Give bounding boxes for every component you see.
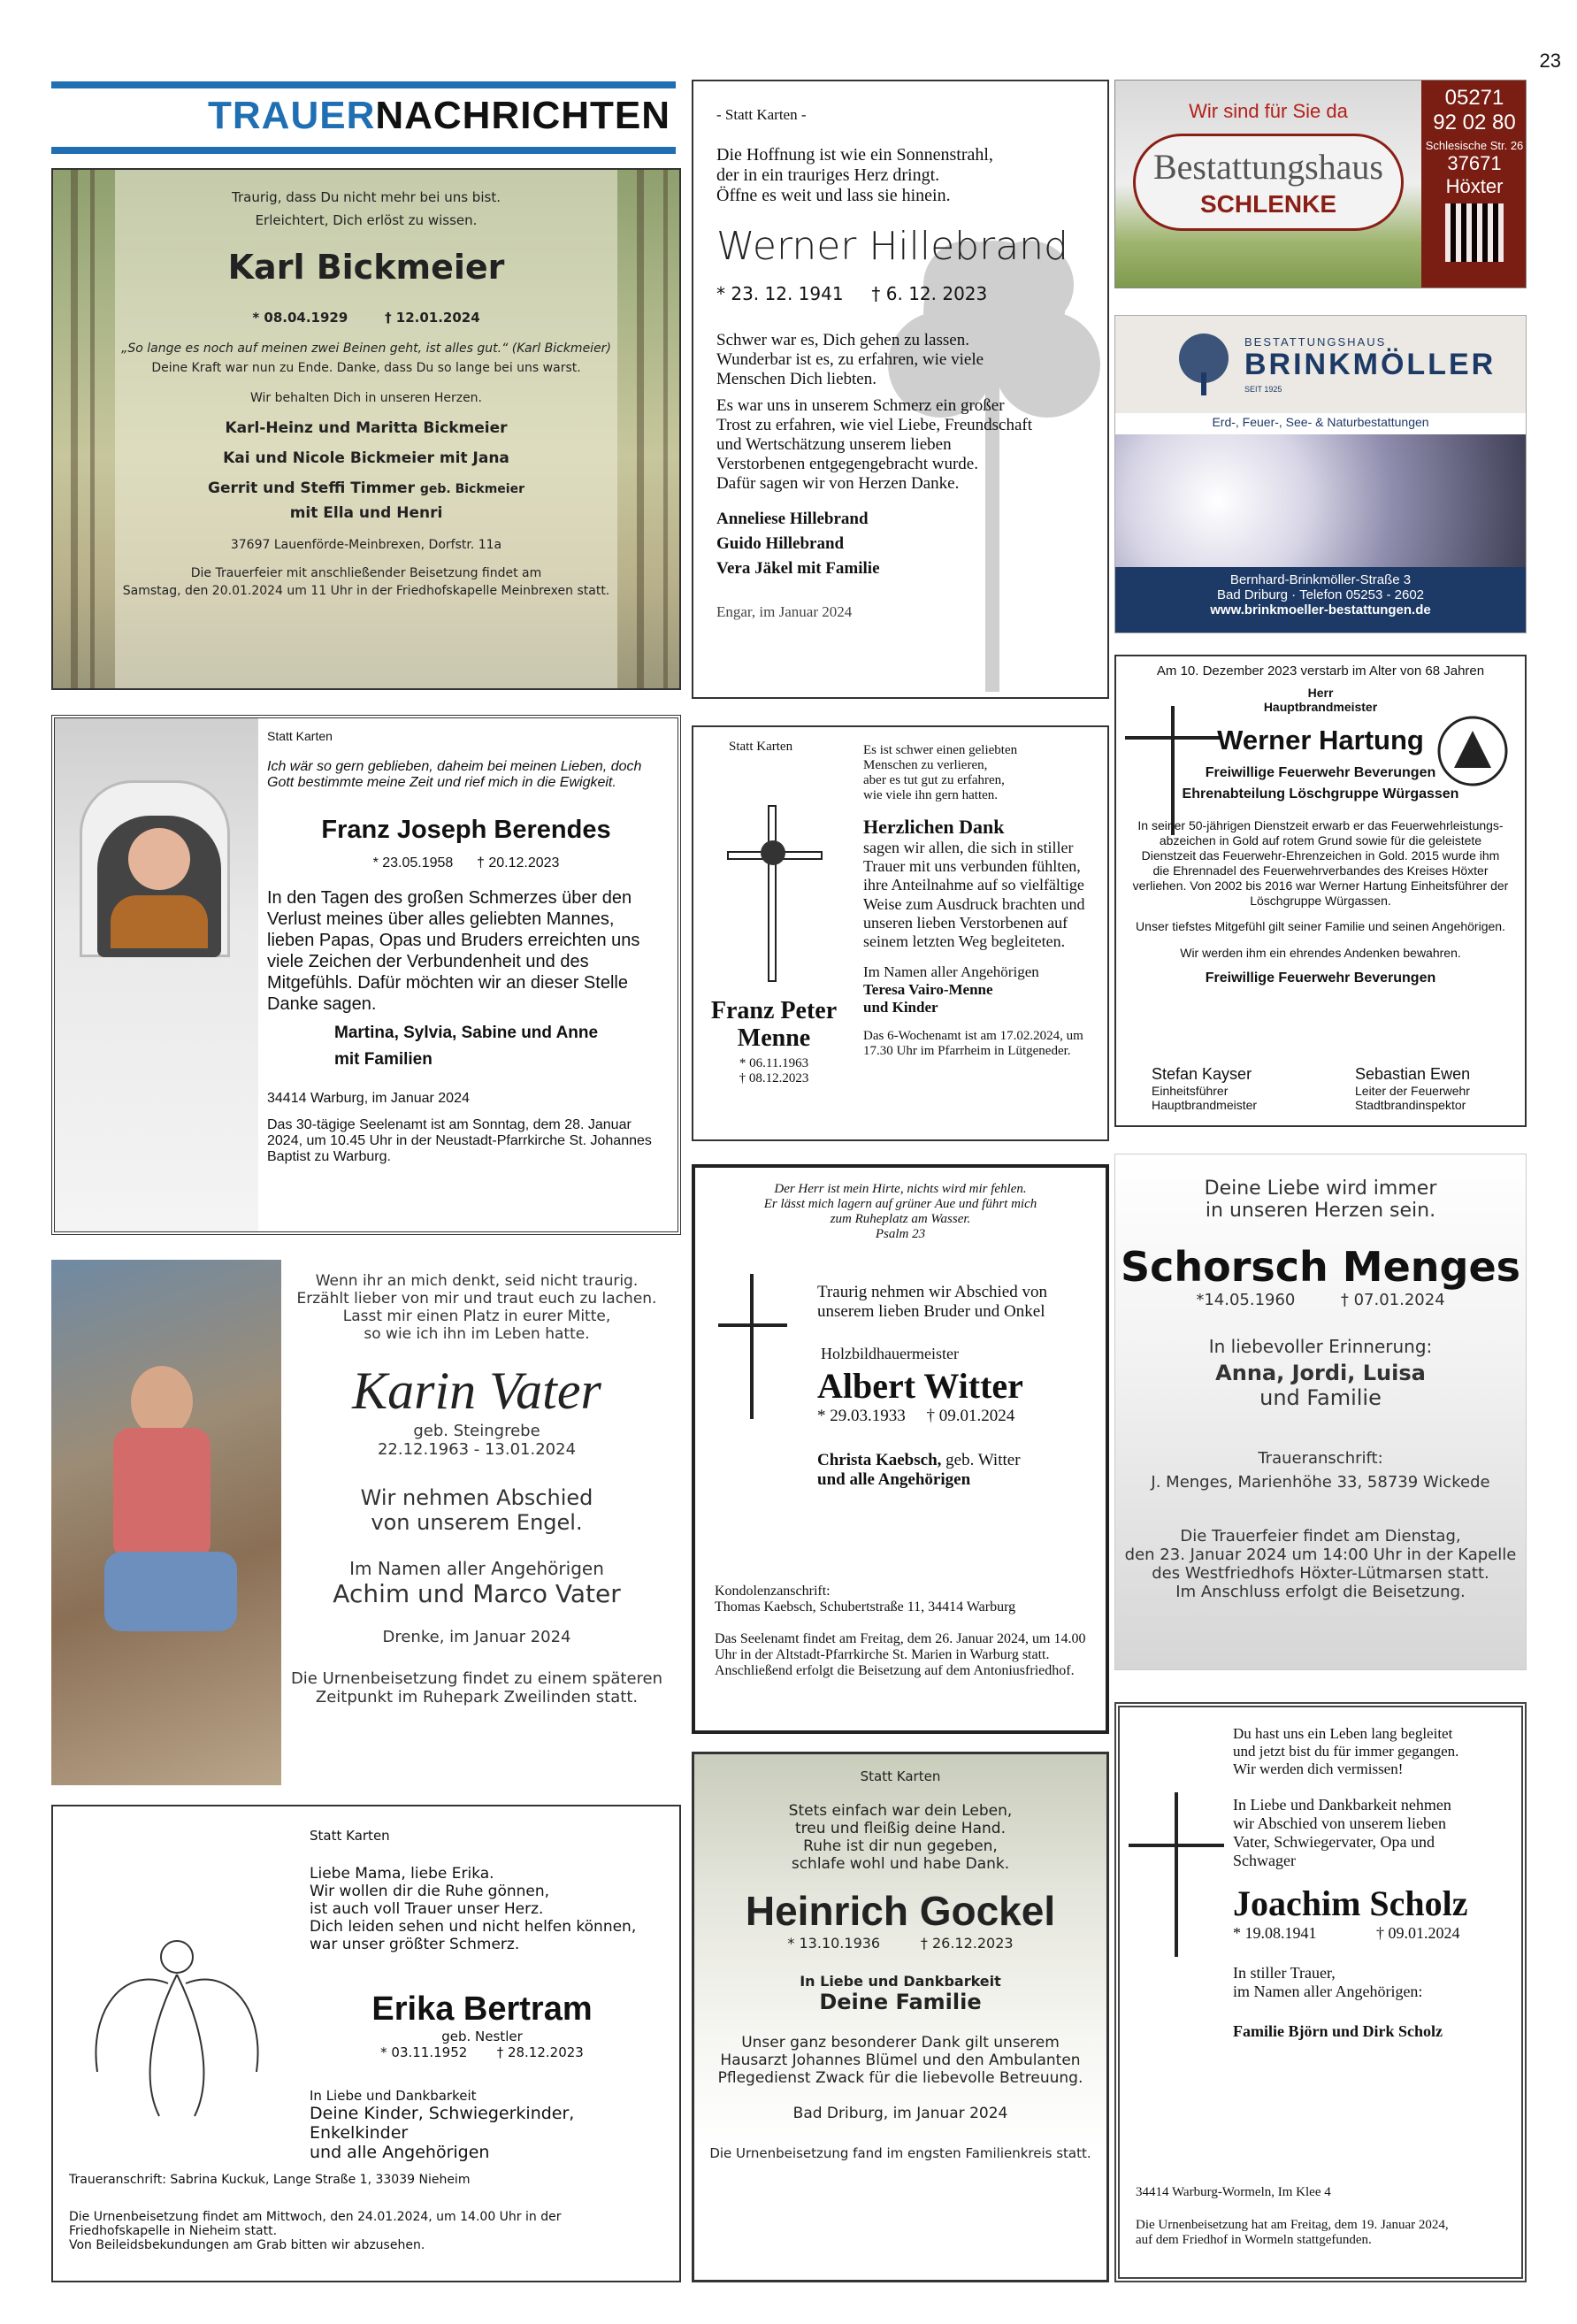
family-line: Karl-Heinz und Maritta Bickmeier (225, 419, 508, 437)
place-date: Drenke, im Januar 2024 (382, 1628, 571, 1646)
deceased-name: Joachim Scholz (1233, 1883, 1468, 1923)
place-date: Engar, im Januar 2024 (716, 603, 853, 620)
text-line: Unser ganz besonderer Dank gilt unserem (741, 2034, 1060, 2052)
deceased-name: Erika Bertram (371, 1990, 593, 2028)
signature-role: Leiter der Feuerwehr (1355, 1084, 1470, 1098)
text-line: Deine Kraft war nun zu Ende. Danke, dass Du so lange bei uns warst. (151, 361, 581, 375)
header-bar-bottom (51, 147, 676, 154)
signature-line: Im Namen aller Angehörigen (349, 1558, 604, 1579)
family-line: Deine Kinder, Schwiegerkinder, Enkelkinder (310, 2104, 575, 2143)
signature-line: In stiller Trauer, (1233, 1964, 1336, 1982)
place-date: Bad Driburg, im Januar 2024 (792, 2105, 1008, 2122)
poem-line: Wir wollen dir die Ruhe gönnen, (310, 1883, 550, 1900)
birth-date: * 08.04.1929 (252, 310, 348, 326)
thanks: In Liebe und Dankbarkeit (310, 2088, 477, 2104)
text-line: Pflegedienst Zwack für die liebevolle Betreuung. (717, 2069, 1083, 2087)
life-dates (694, 1935, 1106, 1952)
signature-name: Sebastian Ewen (1355, 1065, 1471, 1083)
header-bar-top (51, 81, 676, 88)
quote-line: aber es tut gut zu erfahren, (863, 773, 1005, 787)
text-line: Menschen Dich liebten. (716, 370, 877, 388)
obituary-vater (51, 1260, 681, 1785)
poem-line: Lasst mir einen Platz in eurer Mitte, (342, 1308, 611, 1325)
signature-line: im Namen aller Angehörigen: (1233, 1983, 1423, 2000)
service-info: Die Trauerfeier findet am Dienstag, (1180, 1527, 1461, 1545)
memory: Wir werden ihm ein ehrendes Andenken bewahren. (1180, 946, 1461, 961)
ad-phone: 05271 (1444, 86, 1504, 110)
text-line: Dafür sagen wir von Herzen Danke. (716, 474, 960, 493)
family-name: Gerrit und Steffi Timmer (208, 479, 415, 497)
birth-date: * 13.10.1936 (787, 1935, 881, 1952)
death-date: † 28.12.2023 (496, 2044, 584, 2060)
signature-role: Einheitsführer (1152, 1084, 1229, 1098)
poem-line: treu und fleißig deine Hand. (795, 1820, 1006, 1837)
signature-line: Im Namen aller Angehörigen (863, 963, 1039, 981)
service-info: des Westfriedhofs Höxter-Lütmarsen statt. (1152, 1564, 1489, 1583)
birth-date: * 06.11.1963 (739, 1056, 809, 1070)
life-dates (716, 283, 1090, 304)
ad-phone: 92 02 80 (1433, 111, 1516, 134)
signature-role: Hauptbrandmeister (1152, 1098, 1258, 1112)
intro-line: In Liebe und Dankbarkeit nehmen (1233, 1796, 1451, 1814)
service-info: Das 30-tägige Seelenamt ist am Sonntag, dem 28. Januar 2024, um 10.45 Uhr in der Neustadt-Pfarrkirche St. Johannes Baptist zu Warburg. (267, 1117, 652, 1164)
rose-icon (761, 840, 785, 865)
cross-icon (1175, 1792, 1178, 1957)
intro-line: Traurig, dass Du nicht mehr bei uns bist. (232, 189, 501, 205)
ad-small: BESTATTUNGSHAUS (1244, 335, 1387, 349)
ad-zip: 37671 (1447, 152, 1502, 174)
birth-date: * 29.03.1933 (817, 1407, 906, 1425)
maiden-name: geb. Witter (945, 1451, 1021, 1469)
family-line: Vera Jäkel mit Familie (716, 559, 880, 578)
birth-date: *14.05.1960 (1196, 1291, 1296, 1309)
poem-line: Ruhe ist dir nun gegeben, (803, 1837, 998, 1855)
text-paragraph: In seiner 50-jährigen Dienstzeit erwarb er das Feuerwehrleistungs-abzeichen in Gold auf rotem Grund sowie für die geleistete Dienstzeit das Feuerwehr-Ehrenzeichen in Gold. 2015 wurde ihm die Ehrennadel des Feuerwehrverbandes des Kreises Höxter verliehen. Von 2002 bis 2016 war Werner Hartung Einheitsführer der Löschgruppe Würgassen. (1132, 818, 1509, 909)
death-date: † 09.01.2024 (926, 1407, 1015, 1425)
psalm-line: Er lässt mich lagern auf grüner Aue und führt mich (763, 1197, 1037, 1211)
memory-line: In liebevoller Erinnerung: (1208, 1336, 1433, 1357)
poem-line: Deine Liebe wird immer (1204, 1177, 1437, 1200)
life-dates (267, 855, 665, 871)
condolence-label: Kondolenzanschrift: (715, 1584, 831, 1599)
obituary-hartung (1114, 655, 1527, 1127)
poem-line: schlafe wohl und habe Dank. (791, 1855, 1010, 1873)
death-date: † 07.01.2024 (1340, 1291, 1445, 1309)
poem-line: in unseren Herzen sein. (1205, 1200, 1436, 1222)
deceased-name: Menne (737, 1024, 811, 1052)
ad-city-phone: Bad Driburg · Telefon 05253 - 2602 (1216, 587, 1425, 602)
title-part-nachrichten: NACHRICHTEN (375, 94, 670, 137)
family-name: Christa Kaebsch, (817, 1451, 942, 1469)
text-line: Es war uns in unserem Schmerz ein großer (716, 396, 1005, 415)
family-line (817, 1451, 1097, 1470)
quote: „So lange es noch auf meinen zwei Beinen geht, ist alles gut.“ (Karl Bickmeier) (121, 341, 611, 356)
portrait-photo (97, 816, 221, 957)
family-line: Kai und Nicole Bickmeier mit Jana (223, 449, 509, 467)
maiden-name: geb. Bickmeier (419, 482, 524, 496)
organization: Freiwillige Feuerwehr Beverungen (1205, 970, 1436, 986)
address: Traueranschrift: Sabrina Kuckuk, Lange Straße 1, 33039 Nieheim (69, 2173, 471, 2187)
thanks: In Liebe und Dankbarkeit (800, 1973, 1001, 1990)
text-paragraph: In den Tagen des großen Schmerzes über den Verlust meines über alles geliebten Mannes, lieben Papas, Opas und Bruders erreichten uns viele Zeichen der Verbundenheit und des Mitgefühls. Dafür möchten wir an dieser Stelle Danke sagen. (267, 888, 640, 1014)
obituary-bertram (51, 1805, 681, 2282)
tree-logo-icon (1168, 328, 1239, 399)
poem-line: Öffne es weit und lass sie hinein. (716, 186, 951, 205)
section-title (208, 94, 670, 138)
text-line: Hausarzt Johannes Blümel und den Ambulanten (720, 2052, 1081, 2069)
qr-code-icon[interactable] (1445, 203, 1504, 262)
obituary-bickmeier (51, 168, 681, 690)
ad-company-name: BRINKMÖLLER (1244, 348, 1497, 381)
quote-line: Es ist schwer einen geliebten (863, 743, 1018, 757)
deceased-name: Franz Joseph Berendes (321, 816, 611, 844)
poem-line: Du hast uns ein Leben lang begleitet (1233, 1725, 1453, 1742)
deceased-name: Franz Peter (710, 997, 838, 1024)
poem-line: Liebe Mama, liebe Erika. (310, 1865, 494, 1883)
service-info: auf dem Friedhof in Wormeln stattgefunden. (1136, 2233, 1372, 2247)
page-number: 23 (1539, 50, 1561, 72)
signature-line: Achim und Marco Vater (333, 1579, 621, 1608)
maiden-name: geb. Nestler (441, 2029, 523, 2044)
family-line: und Familie (1259, 1385, 1382, 1410)
service-info: Das Seelenamt findet am Freitag, dem 26. Januar 2024, um 14.00 Uhr in der Altstadt-Pfarrkirche St. Marien in Warburg statt. Anschließend erfolgt die Beisetzung auf dem Antoniusfriedhof. (715, 1631, 1086, 1678)
psalm-line: Der Herr ist mein Hirte, nichts wird mir fehlen. (774, 1182, 1027, 1196)
obituary-gockel (692, 1752, 1109, 2282)
obituary-menges (1114, 1154, 1527, 1670)
organization: Ehrenabteilung Löschgruppe Würgassen (1182, 786, 1459, 802)
family-line: und alle Angehörigen (310, 2143, 490, 2162)
place-date: 34414 Warburg, im Januar 2024 (267, 1091, 470, 1106)
family-line: Familie Björn und Dirk Scholz (1233, 2022, 1443, 2040)
service-info: Im Anschluss erfolgt die Beisetzung. (1175, 1583, 1466, 1601)
service-info: Zeitpunkt im Ruhepark Zweilinden statt. (315, 1688, 639, 1707)
service-info: Samstag, den 20.01.2024 um 11 Uhr in der Friedhofskapelle Meinbrexen statt. (122, 584, 610, 598)
service-info: Die Urnenbeisetzung fand im engsten Familienkreis statt. (709, 2145, 1091, 2161)
deceased-name: Werner Hartung (1217, 725, 1424, 755)
poem-line: Wenn ihr an mich denkt, seid nicht traurig. (315, 1272, 639, 1290)
life-dates (1233, 1924, 1512, 1943)
psalm-line: Psalm 23 (875, 1227, 926, 1241)
intro-line: Schwager (1233, 1852, 1296, 1869)
intro-line: Erleichtert, Dich erlöst zu wissen. (255, 212, 478, 228)
maiden-name: geb. Steingrebe (413, 1422, 540, 1440)
family-line: Guido Hillebrand (716, 534, 845, 553)
address: 37697 Lauenförde-Meinbrexen, Dorfstr. 11a (230, 538, 502, 552)
organization: Freiwillige Feuerwehr Beverungen (1205, 765, 1436, 780)
statt-karten: Statt Karten (310, 1828, 390, 1844)
ad-brinkmoeller (1114, 315, 1527, 633)
birth-date: * 19.08.1941 (1233, 1924, 1317, 1942)
ad-company-name: SCHLENKE (1199, 190, 1336, 218)
signature-line: und Kinder (863, 999, 938, 1016)
text-line: Verstorbenen entgegengebracht wurde. (716, 455, 978, 473)
text-line: und Wertschätzung unserem lieben (716, 435, 952, 454)
title: Hauptbrandmeister (1263, 700, 1378, 714)
address-label: Traueranschrift: (1258, 1449, 1383, 1468)
life-dates (817, 1407, 1097, 1426)
ad-website[interactable]: www.brinkmoeller-bestattungen.de (1210, 602, 1431, 617)
family-line: mit Ella und Henri (289, 504, 443, 522)
intro-line: wir Abschied von unserem lieben (1233, 1814, 1446, 1832)
deceased-name: Heinrich Gockel (745, 1888, 1056, 1934)
text-line: Wir behalten Dich in unseren Herzen. (249, 391, 483, 405)
life-dates: 22.12.1963 - 13.01.2024 (377, 1440, 577, 1459)
text-line: Schwer war es, Dich gehen zu lassen. (716, 331, 969, 349)
condolence-address: Thomas Kaebsch, Schubertstraße 11, 34414 Warburg (715, 1599, 1016, 1615)
statt-karten: - Statt Karten - (716, 106, 807, 123)
signature-role: Stadtbrandinspektor (1355, 1098, 1466, 1112)
death-date: † 08.12.2023 (739, 1071, 809, 1085)
title: Holzbildhauermeister (821, 1345, 959, 1362)
farewell: von unserem Engel. (371, 1510, 583, 1535)
text-line: Wunderbar ist es, zu erfahren, wie viele (716, 350, 984, 369)
intro-line: Vater, Schwiegervater, Opa und (1233, 1833, 1435, 1851)
poem-line: war unser größter Schmerz. (310, 1936, 520, 1953)
deceased-name: Schorsch Menges (1120, 1243, 1521, 1291)
obituary-hillebrand (692, 80, 1109, 699)
angel-icon (71, 1913, 283, 2125)
family-line: Deine Familie (819, 1990, 982, 2014)
quote: Ich wär so gern geblieben, daheim bei meinen Lieben, doch Gott bestimmte meine Zeit und rief mich in die Ewigkeit. (267, 759, 642, 790)
statt-karten: Statt Karten (729, 740, 793, 754)
family-line: Martina, Sylvia, Sabine und Anne (334, 1024, 599, 1042)
obituary-menne (692, 725, 1109, 1141)
life-dates (53, 310, 679, 326)
family-line: Anneliese Hillebrand (716, 510, 869, 528)
address: J. Menges, Marienhöhe 33, 58739 Wickede (1151, 1473, 1490, 1492)
quote-line: wie viele ihn gern hatten. (863, 788, 999, 802)
deceased-name: Karl Bickmeier (227, 248, 505, 287)
poem-line: Erzählt lieber von mir und traut euch zu lachen. (296, 1290, 657, 1308)
service-info: Die Urnenbeisetzung findet am Mittwoch, den 24.01.2024, um 14.00 Uhr in der (69, 2210, 562, 2224)
service-info: Die Urnenbeisetzung findet zu einem späteren (290, 1669, 663, 1688)
title: Herr (1307, 686, 1334, 700)
signature-name: Stefan Kayser (1152, 1065, 1252, 1083)
statt-karten: Statt Karten (267, 729, 333, 743)
poem-line: Dich leiden sehen und nicht helfen können, (310, 1918, 637, 1936)
family-line: Anna, Jordi, Luisa (1215, 1361, 1426, 1385)
ad-schlenke (1114, 80, 1527, 288)
family-line: mit Familien (334, 1050, 433, 1069)
death-date: † 12.01.2024 (385, 310, 480, 326)
text-line: Trost zu erfahren, wie viel Liebe, Freundschaft (716, 416, 1033, 434)
poem-line: Die Hoffnung ist wie ein Sonnenstrahl, (716, 145, 993, 165)
deceased-name: Albert Witter (817, 1366, 1023, 1406)
cross-icon (768, 805, 777, 982)
service-info: Die Urnenbeisetzung hat am Freitag, dem 19. Januar 2024, (1136, 2218, 1449, 2232)
intro-line: unserem lieben Bruder und Onkel (817, 1302, 1045, 1321)
ad-address: Bernhard-Brinkmöller-Straße 3 (1229, 572, 1412, 587)
ad-since: SEIT 1925 (1244, 385, 1282, 394)
obituary-berendes (51, 715, 681, 1235)
title-part-trauer: TRAUER (208, 94, 376, 137)
service-info: Von Beileidsbekundungen am Grab bitten wir abzusehen. (69, 2238, 425, 2252)
section-header (51, 81, 676, 154)
family-line: und alle Angehörigen (817, 1470, 971, 1489)
birth-date: * 03.11.1952 (380, 2044, 468, 2060)
death-date: † 26.12.2023 (920, 1935, 1014, 1952)
life-dates (1115, 1291, 1526, 1309)
thanks-heading: Herzlichen Dank (863, 816, 1005, 838)
poem-line: Stets einfach war dein Leben, (788, 1802, 1013, 1820)
birth-date: * 23.05.1958 (372, 855, 454, 871)
birth-date: * 23. 12. 1941 (716, 283, 844, 304)
service-info: Friedhofskapelle in Nieheim statt. (69, 2224, 278, 2238)
service-info: den 23. Januar 2024 um 14:00 Uhr in der Kapelle (1124, 1545, 1517, 1564)
poem-line: ist auch voll Trauer unser Herz. (310, 1900, 544, 1918)
ad-company-name: Bestattungshaus (1153, 147, 1383, 187)
death-date: † 20.12.2023 (477, 855, 560, 871)
farewell: Wir nehmen Abschied (360, 1485, 593, 1510)
psalm-line: zum Ruheplatz am Wasser. (830, 1212, 971, 1226)
death-date: † 6. 12. 2023 (871, 283, 988, 304)
ad-street: Schlesische Str. 26 (1425, 139, 1524, 152)
ad-services: Erd-, Feuer-, See- & Naturbestattungen (1212, 415, 1429, 429)
poem-line: und jetzt bist du für immer gegangen. (1233, 1743, 1459, 1760)
poem-line: der in ein trauriges Herz dringt. (716, 165, 940, 185)
poem-line: Wir werden dich vermissen! (1233, 1760, 1404, 1777)
cross-icon (750, 1274, 754, 1419)
poem-line: so wie ich ihn im Leben hatte. (364, 1325, 590, 1343)
deceased-name: Karin Vater (352, 1361, 601, 1420)
intro: Am 10. Dezember 2023 verstarb im Alter von 68 Jahren (1156, 663, 1485, 679)
obituary-scholz (1114, 1702, 1527, 2282)
service-info: Das 6-Wochenamt ist am 17.02.2024, um 17.30 Uhr im Pfarrheim in Lütgeneder. (863, 1029, 1083, 1059)
flower-photo (1115, 434, 1526, 567)
quote-line: Menschen zu verlieren, (863, 758, 988, 772)
deceased-name: Werner Hillebrand (716, 224, 1068, 269)
intro-line: Traurig nehmen wir Abschied von (817, 1283, 1047, 1301)
ad-city: Höxter (1445, 175, 1504, 197)
sympathy: Unser tiefstes Mitgefühl gilt seiner Familie und seinen Angehörigen. (1136, 919, 1505, 934)
portrait-photo (51, 1260, 281, 1785)
ad-slogan: Wir sind für Sie da (1189, 100, 1348, 122)
death-date: † 09.01.2024 (1376, 1924, 1460, 1942)
life-dates (336, 2044, 628, 2060)
obituary-witter (692, 1164, 1109, 1734)
signature-line: Teresa Vairo-Menne (863, 981, 993, 999)
statt-karten: Statt Karten (860, 1768, 941, 1784)
family-line (53, 479, 679, 497)
address: 34414 Warburg-Wormeln, Im Klee 4 (1136, 2185, 1331, 2199)
text-paragraph: sagen wir allen, die sich in stiller Trauer mit uns verbunden fühlten, ihre Anteilnahme auf so vielfältige Weise zum Ausdruck brachten und unseren lieben Verstorbenen auf seinem letzten Weg begleiteten. (863, 839, 1085, 951)
service-info: Die Trauerfeier mit anschließender Beisetzung findet am (190, 566, 542, 580)
